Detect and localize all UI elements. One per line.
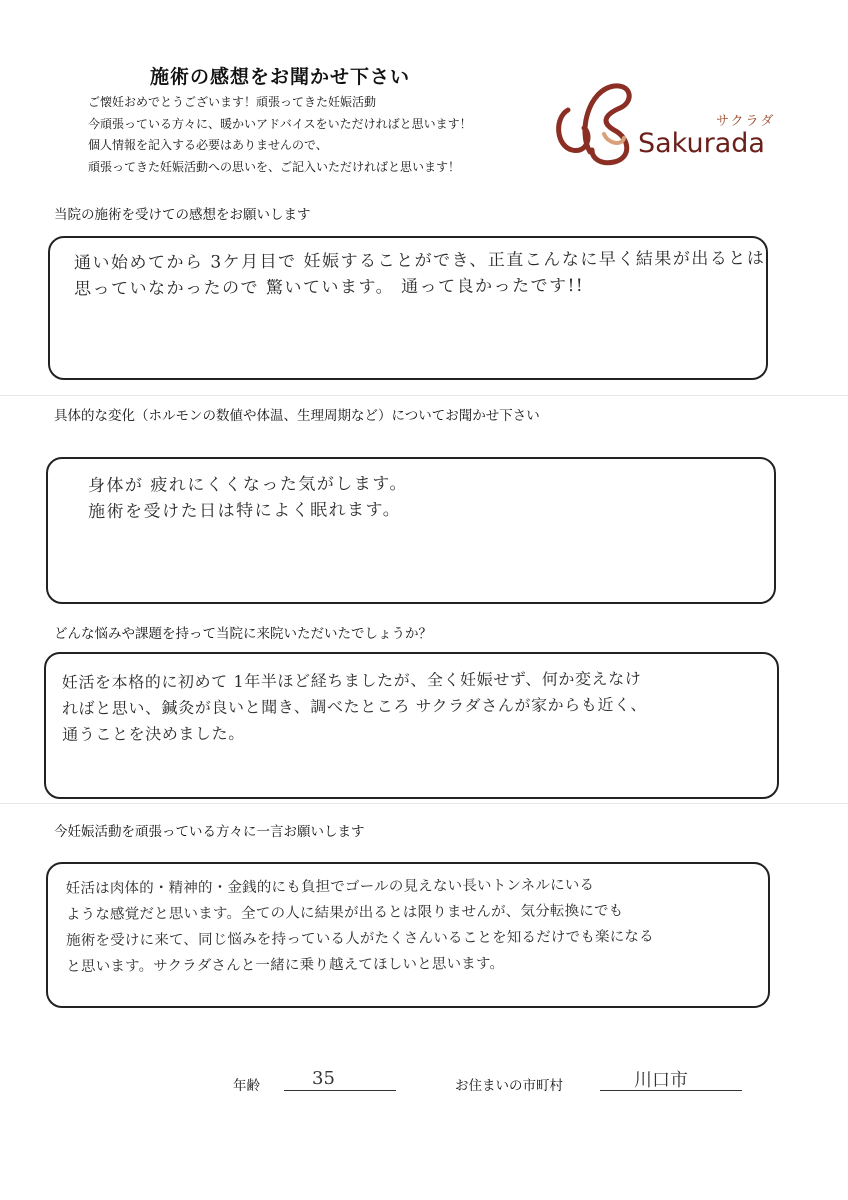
answer-1 [74, 246, 766, 303]
answer-4 [66, 872, 654, 980]
answer-line: 妊活は肉体的・精神的・金銭的にも負担でゴールの見えない長いトンネルにいる [65, 877, 595, 898]
logo-kana: サクラダ [716, 114, 776, 129]
age-label: 年齢 [233, 1078, 260, 1094]
city-underline [600, 1090, 742, 1091]
paper-fold-line [0, 395, 848, 396]
city-value: 川口市 [634, 1070, 688, 1091]
paper-fold-line [0, 803, 848, 804]
question-2: 具体的な変化（ホルモンの数値や体温、生理周期など）についてお聞かせ下さい [54, 408, 540, 424]
intro-line: 個人情報を記入する必要はありませんので、 [88, 138, 328, 152]
answer-line: と思います。サクラダさんと一緒に乗り越えてほしいと思います。 [66, 955, 505, 976]
city-label: お住まいの市町村 [455, 1078, 563, 1094]
intro-line: 今頑張っている方々に、暖かいアドバイスをいただければと思います！ [88, 116, 472, 131]
age-underline [284, 1090, 396, 1091]
answer-2 [88, 471, 408, 525]
logo-wordmark: Sakurada [638, 128, 765, 159]
intro-line: ご懐妊おめでとうございます！頑張ってきた妊娠活動 [88, 95, 377, 109]
answer-line: 施術を受けた日は特によく眠れます。 [88, 499, 402, 523]
answer-line: 身体が 疲れにくくなった気がします。 [87, 473, 409, 497]
intro-text [88, 92, 472, 178]
answer-line: 思っていなかったので 驚いています。 通って良かったです!! [74, 275, 585, 300]
logo-swirl-mark [585, 86, 629, 163]
answer-line: ればと思い、鍼灸が良いと聞き、調べたところ サクラダさんが家からも近く、 [61, 694, 647, 719]
question-1: 当院の施術を受けての感想をお願いします [54, 207, 311, 223]
intro-line: 頑張ってきた妊娠活動への思いを、ご記入いただければと思います！ [88, 159, 461, 174]
age-value: 35 [312, 1068, 335, 1089]
answer-3 [62, 666, 647, 748]
question-4: 今妊娠活動を頑張っている方々に一言お願いします [54, 824, 365, 840]
question-3: どんな悩みや課題を持って当院に来院いただいたでしょうか？ [54, 626, 432, 642]
answer-line: 施術を受けに来て、同じ悩みを持っている人がたくさんいることを知るだけでも楽になる [66, 928, 654, 950]
answer-line: 通い始めてから 3ケ月目で 妊娠することができ、正直こんなに早く結果が出るとは [73, 248, 766, 274]
answer-line: 通うことを決めました。 [62, 723, 245, 745]
answer-line: ような感覚だと思います。全ての人に結果が出るとは限りませんが、気分転換にでも [65, 903, 624, 924]
answer-line: 妊活を本格的に初めて 1年半ほど経ちましたが、全く妊娠せず、何か変えなけ [61, 668, 642, 693]
page-title: 施術の感想をお聞かせ下さい [149, 66, 410, 88]
